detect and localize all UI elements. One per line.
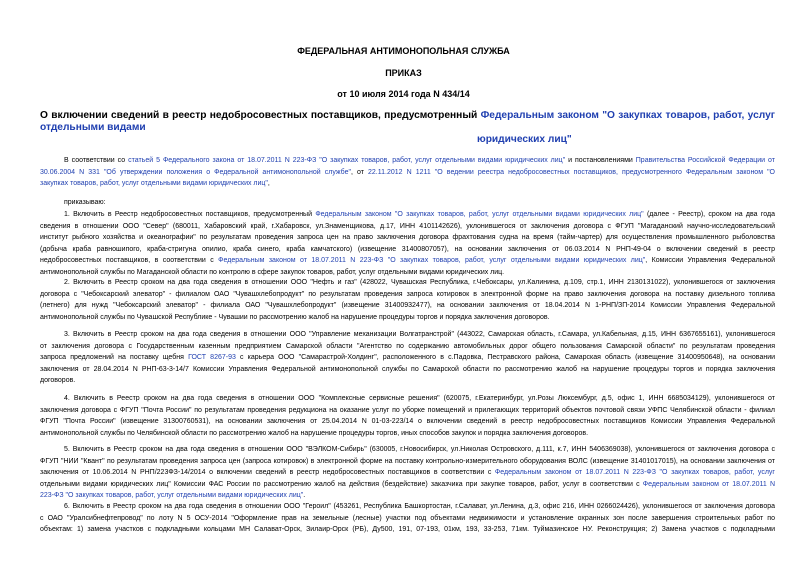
basis-line (40, 155, 775, 167)
item-line: 4. Включить в Реестр сроком на два года сведения в отношении ООО "Комплексные сервисные решения" (620075, г.Екатеринбург, ул.Розы Люксембург, д.5, офис 1, ИНН 6685034129), уклонившегося от (64, 395, 775, 402)
item-line: отдельными видами юридических лиц" Комиссии ФАС России по рассмотрению жалоб на действия (бездействие) заказчика при закупке товаров, работ, услуг в соответствии с Федеральным законом от 18.07.2011 N (40, 480, 775, 488)
item-line: антимонопольной службы по Магаданской области по контролю в сфере закупок товаров, работ, услуг отдельными видами юридических лиц. (40, 268, 505, 276)
item-line: ФГУП "НИИ "Квант" по результатам проведения запроса цен (запроса котировок) в электронной форме на поставку контрольно-измерительного оборудования ВОЛС (извещение 31401017015), на основании заключения от (40, 457, 775, 465)
item-6 (40, 501, 775, 536)
item-4 (40, 393, 775, 439)
article5-law-link[interactable]: статьей 5 Федерального закона от 18.07.2011 N 223-ФЗ "О закупках товаров, работ, услуг отдельными видами юридических лиц" (128, 157, 566, 164)
decree-1211-link[interactable]: 22.11.2012 N 1211 "О ведении реестра недобросовестных поставщиков, предусмотренного Федеральным законом "О (368, 168, 775, 176)
federal-law-link[interactable]: Федеральным законом от 18.07.2011 N 223-ФЗ "О закупках товаров, работ, услуг отдельными видами юридических лиц" (218, 257, 646, 264)
item-2 (40, 277, 775, 323)
order-statement-text: приказываю: (64, 199, 106, 206)
item-line: 223-ФЗ "О закупках товаров, работ, услуг отдельными видами юридических лиц". (40, 492, 306, 499)
item-line: недобросовестных поставщиков, в соответствии с Федеральным законом от 18.07.2011 N 223-ФЗ "О закупках товаров, работ, услуг отдельными видами юридических лиц", Комиссии Управления Федеральной (40, 257, 775, 264)
document-date-number: от 10 июля 2014 года N 434/14 (337, 89, 470, 99)
item-line: договоров. (40, 377, 76, 384)
federal-law-link[interactable]: Федеральным законом от 18.07.2011 N 223-ФЗ "О закупках товаров, работ, услуг (494, 469, 775, 476)
item-line: запроса предложений на поставку щебня ГОСТ 8267-93 с карьера ООО "Самарастрой-Холдинг", расположенного в с.Падовка, Пестравского района, Самарская область (извещение 31400950648), на основании (40, 354, 775, 361)
item-line: антимонопольной службы по Чувашской Республике - Чувашии по рассмотрению жалоб на нарушение процедуры торгов и порядка заключения договоров. (40, 313, 550, 321)
federal-law-link[interactable]: Федеральным законом "О закупках товаров, работ, услуг отдельными видами юридических лиц" (315, 211, 644, 218)
item-line: институт рыбного хозяйства и океанографии" по результатам проведения запроса цен на право заключения договора фрахтования судна на время (тайм-чартер) для осуществления промышленного рыболовства (40, 234, 775, 241)
document-type-heading: ПРИКАЗ (385, 68, 422, 78)
basis-line (40, 167, 775, 179)
item-line: 3. Включить в Реестр сроком на два года сведения в отношении ООО "Управление механизации Волгатранстрой" (443022, Самарская область, г.Самара, ул.Кабельная, д.15, ИНН 6367655161), уклонившегося (64, 331, 775, 338)
basis-text: и постановлениями (565, 157, 636, 164)
item-line: объектам: 1) замена участков с подкладными кольцами МН Салават-Орск, Зилаир-Орск (РБ), Ду500, 191, 07-193, 01км, 193, 33-253, 71км. Туймазинское НУ. Реконструкция; 2) Замена участков с подкладными (40, 526, 775, 533)
item-line: 1. Включить в Реестр недобросовестных поставщиков, предусмотренный Федеральным законом "О закупках товаров, работ, услуг отдельными видами юридических лиц" (далее - Реестр), сроком на два года (64, 211, 775, 218)
item-5 (40, 444, 775, 502)
federal-law-link[interactable]: 223-ФЗ "О закупках товаров, работ, услуг отдельными видами юридических лиц" (40, 492, 304, 499)
title-law-link[interactable]: Федеральным законом "О закупках товаров, работ, услуг отдельными видами (40, 110, 775, 133)
item-line: ФГУП "Почта России" (извещение 31300760531), на основании заключения от 25.04.2014 N 01-03-223/14 о включении сведений в реестр недобросовестных поставщиков Комиссии Управления Федеральной (40, 418, 775, 425)
item-line: 2. Включить в Реестр сроком на два года сведения в отношении ООО "Нефть и газ" (428022, Чувашская Республика, г.Чебоксары, ул.Калинина, д.109, стр.1, ИНН 2130131022), уклонившегося от заключения (64, 279, 775, 286)
item-line: 5. Включить в Реестр сроком на два года сведения в отношении ООО "ВЭЛКОМ-Сибирь" (630005, г.Новосибирск, ул.Николая Островского, д.111, к.7, ИНН 5406369038), уклонившегося от заключения договора с (64, 446, 775, 453)
item-1 (40, 209, 775, 278)
decree-331-link[interactable]: 30.06.2004 N 331 "Об утверждении положения о Федеральной антимонопольной службе" (40, 168, 351, 176)
item-3 (40, 329, 775, 387)
decree-1211-link-cont[interactable]: закупках товаров, работ, услуг отдельными видами юридических лиц" (40, 180, 268, 187)
gost-link[interactable]: ГОСТ 8267-93 (188, 354, 236, 361)
item-line: заключения договора с ФГУП "Почта России" по результатам проведения редукциона на оказание услуг по уборке помещений и прилегающих территорий объектов почтовой связи УФПС Челябинской области - филиал (40, 406, 775, 414)
basis-paragraph (40, 155, 775, 190)
basis-text: , (267, 180, 270, 187)
item-line: заключения от 10.06.2014 N РНП/223ФЗ-14/2014 о включении сведений в реестр недобросовестных поставщиков в соответствии с Федеральным законом от 18.07.2011 N 223-ФЗ "О закупках товаров, работ, услуг (40, 469, 775, 476)
basis-text: , от (351, 168, 369, 176)
basis-line (40, 178, 775, 190)
federal-law-link[interactable]: Федеральным законом от 18.07.2011 N (642, 480, 775, 488)
document-title (40, 110, 775, 146)
title-text: О включении сведений в реестр недобросовестных поставщиков, предусмотренный (40, 110, 481, 121)
item-line: договора с "Чебоксарский элеватор" - филиалом ОАО "Чувашхлебопродукт" по результатам проведения запроса котировок в электронной форме на право заключения договора на поставку дизельного топлива (40, 290, 775, 298)
title-law-link-cont[interactable]: юридических лиц" (477, 134, 572, 145)
item-line: от заключения договора с Государственным казенным предприятием Самарской области "Агентство по содержанию автомобильных дорог общего пользования Самарской области" по результатам проведения (40, 342, 775, 350)
item-line: (добыча краба равношипого, краба-стригуна опилио, краба синего, краба камчатского) (извещение 31400807057), на основании заключения от 06.03.2014 N РНП-49-04 о включении сведений в реестр (40, 245, 775, 253)
government-decree-link[interactable]: Правительства Российской Федерации от (635, 157, 775, 164)
item-line: с ОАО "Уралсибнефтепровод" по лоту N 5 ОСУ-2014 "Оформление прав на земельные (лесные) участки под объектами недвижимости и установление охранных зон после завершения строительных работ по (40, 514, 775, 522)
item-line: антимонопольной службы по Челябинской области по рассмотрению жалоб на нарушение процедуры торгов, иных способов закупок и порядка заключения договоров. (40, 429, 589, 437)
organization-heading: ФЕДЕРАЛЬНАЯ АНТИМОНОПОЛЬНАЯ СЛУЖБА (297, 46, 510, 56)
item-line: сведения в отношении ООО "Север" (680011, Хабаровский край, г.Хабаровск, ул.Знаменщикова, д.17, ИНН 4101142626), уклонившегося от заключения договора с ФГУП "Магаданский научно-исследовательский (40, 222, 775, 230)
item-line: 6. Включить в Реестр сроком на два года сведения в отношении ООО "Героил" (453261, Республика Башкортостан, г.Салават, ул.Ленина, д.3, офис 216, ИНН 0266024426), уклонившегося от заключения договора (64, 503, 775, 510)
basis-text: В соответствии со (64, 157, 129, 164)
item-line: (летнего) для нужд "Чебоксарский элеватор" - филиала ОАО "Чувашхлебопродукт" (извещение 31400932477), на основании заключения от 18.04.2014 N 1-РНП/ЗП-2014 Комиссии Управления Федеральной (40, 302, 775, 309)
order-statement (40, 197, 775, 209)
item-line: заключения от 28.04.2014 N РНП-63-3-14/7 Комиссии Управления Федеральной антимонопольной службы по Самарской области по рассмотрению жалоб на нарушение процедуры торгов и порядка заключения (40, 365, 775, 373)
